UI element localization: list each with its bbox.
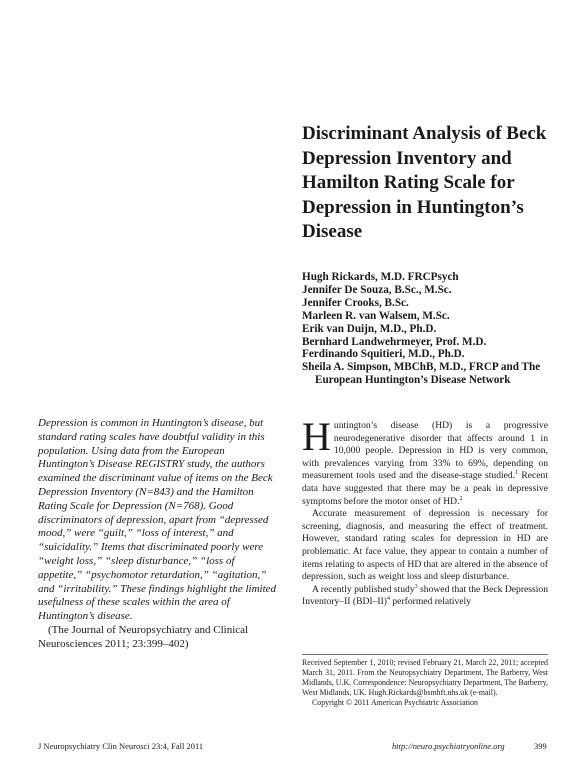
paragraph-text: performed relatively	[389, 596, 471, 608]
author-name: Sheila A. Simpson, MBChB, M.D., FRCP and The European Huntington’s Disease Network	[302, 361, 541, 387]
abstract-citation: (The Journal of Neuropsychiatry and Clinical Neurosciences 2011; 23:399–402)	[38, 623, 249, 650]
drop-cap: H	[302, 414, 331, 459]
paragraph: Accurate measurement of depression is necessary for screening, diagnosis, and measuring the effect of treatment. However, standard rating scales for depression in HD are problematic. At face value, they appear to contain a number of items relating to aspects of HD that are altered in the absence of depression, such as weight loss and sleep disturbance.	[302, 508, 548, 583]
author-name: Bernhard Landwehrmeyer, Prof. M.D.	[302, 335, 487, 348]
author-name: Jennifer De Souza, B.Sc., M.Sc.	[302, 283, 452, 296]
reference-marker: 3	[414, 583, 418, 590]
paragraph-text: untington’s disease (HD) is a progressive neurodegenerative disorder that affects around 1 in 10,000 people. Depression in HD is very common, with prevalences varying from 33% to 69%, depending on measurement tools used and the disease-stage studied.	[302, 420, 548, 482]
author-name: Jennifer Crooks, B.Sc.	[302, 296, 409, 309]
reference-marker: 1	[515, 470, 519, 477]
author-name: Marleen R. van Walsem, M.Sc.	[302, 309, 450, 322]
page-number: 399	[534, 741, 547, 751]
reference-marker: 2	[459, 495, 463, 502]
footnote-divider	[302, 654, 548, 655]
author-list	[302, 271, 562, 387]
paragraph	[302, 584, 548, 609]
footnote-received: Received September 1, 2010; revised February 21, March 22, 2011; accepted March 31, 2011. From the Neuropsychiatry Department, The Barberry, West Midlands, U.K. Correspondence: Neuropsychiatry Department, The Barberry, West Midlands, UK. Hugh.Rickards@bsmhft.nhs.uk (e-mail).	[302, 658, 548, 697]
paragraph-intro	[302, 414, 548, 508]
author-name: Erik van Duijn, M.D., Ph.D.	[302, 322, 437, 335]
journal-url[interactable]: http://neuro.psychiatryonline.org	[392, 741, 505, 751]
author-name: Ferdinando Squitieri, M.D., Ph.D.	[302, 348, 465, 361]
abstract	[38, 417, 278, 652]
paragraph-text: showed that the Beck Depression Inventory–II (BDI–II)	[302, 583, 548, 608]
footnote	[302, 658, 548, 708]
body-text	[302, 414, 548, 609]
copyright-notice: Copyright © 2011 American Psychiatric Association	[312, 698, 478, 707]
reference-marker: 4	[386, 596, 390, 603]
author-name: Hugh Rickards, M.D. FRCPsych	[302, 271, 459, 283]
journal-citation: J Neuropsychiatry Clin Neurosci 23:4, Fall 2011	[38, 741, 204, 751]
abstract-text: Depression is common in Huntington’s disease, but standard rating scales have doubtful validity in this population. Using data from the European Huntington’s Disease REGISTRY study, the authors examined the discriminant value of items on the Beck Depression Inventory (N=843) and the Hamilton Rating Scale for Depression (N=768). Good discriminators of depression, apart from “depressed mood,” were “guilt,” “loss of interest,” and “suicidality.” Items that discriminated poorly were “weight loss,” “sleep disturbance,” “loss of appetite,” “psychomotor retardation,” “agitation,” and “irritability.” These findings highlight the limited usefulness of these scales within the area of Huntington’s disease.	[38, 417, 277, 623]
paragraph-text: Recent data have suggested that there may be a peak in depressive symptoms before the motor onset of HD.	[302, 470, 548, 507]
article-title: Discriminant Analysis of Beck Depression Inventory and Hamilton Rating Scale for Depression in Huntington’s Disease	[302, 123, 547, 242]
paragraph-text: A recently published study	[312, 583, 415, 595]
